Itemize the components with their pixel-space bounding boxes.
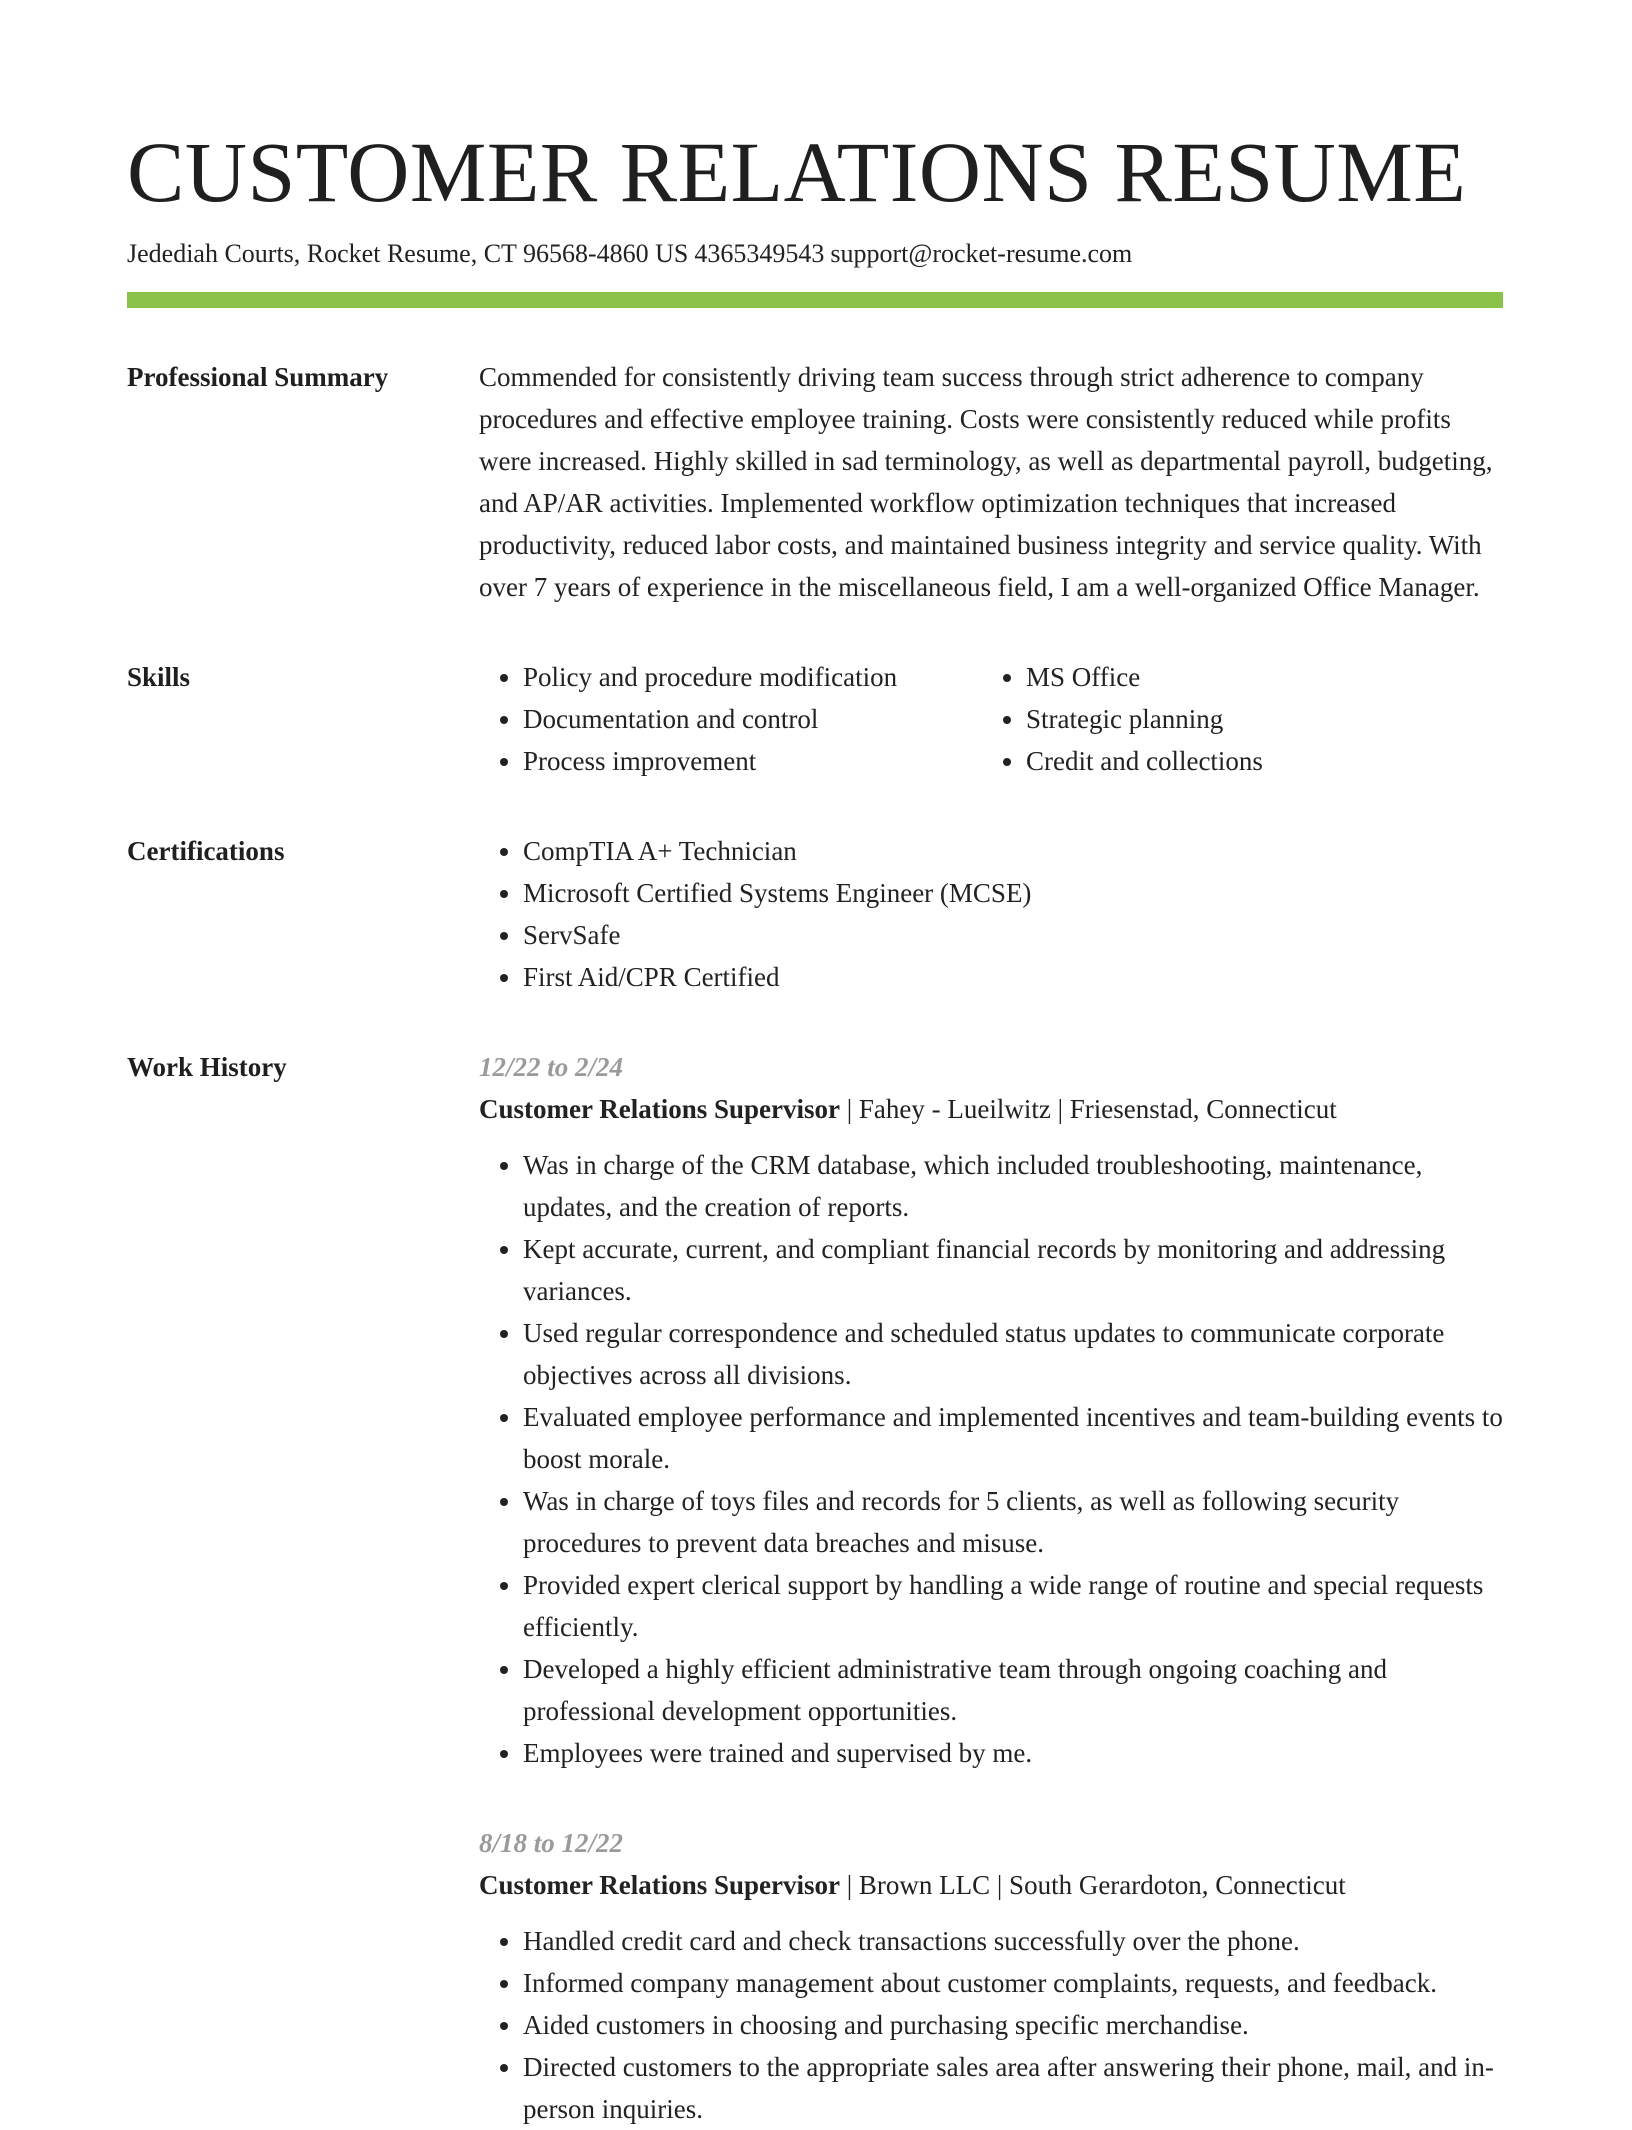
skills-list-right [982,656,1485,782]
job-bullet: • Handled credit card and check transactions successfully over the phone. [523,1920,1503,1962]
certification-item: • CompTIA A+ Technician [523,830,1503,872]
skill-item: • Policy and procedure modification [523,656,982,698]
accent-divider [127,292,1503,308]
contact-line [127,236,1503,272]
job-bullet: • Kept accurate, current, and compliant financial records by monitoring and addressing variances. [523,1228,1503,1312]
certifications-heading: Certifications [127,836,285,866]
job-bullet: • Informed company management about customer complaints, requests, and feedback. [523,1962,1503,2004]
job-bullet: • Was in charge of toys files and records for 5 clients, as well as following security procedures to prevent data breaches and misuse. [523,1480,1503,1564]
job-bullet: • Used regular correspondence and scheduled status updates to communicate corporate objectives across all divisions. [523,1312,1503,1396]
summary-heading: Professional Summary [127,362,389,392]
job-bullets [479,1144,1503,1774]
job-bullet: • Directed customers to the appropriate sales area after answering their phone, mail, and in-person inquiries. [523,2046,1503,2130]
job-bullet: • Was in charge of the CRM database, which included troubleshooting, maintenance, updates, and the creation of reports. [523,1144,1503,1228]
skill-item: • Documentation and control [523,698,982,740]
job-bullet: • Provided expert clerical support by handling a wide range of routine and special requests efficiently. [523,1564,1503,1648]
skills-grid [479,656,1503,782]
resume-title: CUSTOMER RELATIONS RESUME [127,124,1467,220]
skills-section [127,656,1503,782]
skill-item: • Process improvement [523,740,982,782]
job-heading [479,1088,1503,1130]
skills-heading: Skills [127,662,191,692]
work-history-body [479,1046,1503,2130]
contact-email: support@rocket-resume.com [830,239,1133,268]
skill-item: • Credit and collections [1026,740,1485,782]
certification-item: • First Aid/CPR Certified [523,956,1503,998]
contact-phone: 4365349543 [694,239,825,268]
job-dates: 12/22 to 2/24 [479,1052,624,1082]
job-entry [479,1046,1503,1774]
certification-item: • ServSafe [523,914,1503,956]
job-bullet: • Developed a highly efficient administrative team through ongoing coaching and professional development opportunities. [523,1648,1503,1732]
summary-body [479,356,1503,608]
resume-page [127,120,1503,2130]
skill-item: • Strategic planning [1026,698,1485,740]
skill-item: • MS Office [1026,656,1485,698]
job-company-location: | Brown LLC | South Gerardoton, Connecticut [840,1870,1346,1900]
summary-text: Commended for consistently driving team success through strict adherence to company procedures and effective employee training. Costs were consistently reduced while profits were increased. Highly skilled in sad terminology, as well as departmental payroll, budgeting, and AP/AR activities. Implemented workflow optimization techniques that increased productivity, reduced labor costs, and maintained business integrity and service quality. With over 7 years of experience in the miscellaneous field, I am a well-organized Office Manager. [479,362,1493,602]
certifications-list [479,830,1503,998]
job-bullet: • Evaluated employee performance and implemented incentives and team-building events to boost morale. [523,1396,1503,1480]
job-bullet: • Employees were trained and supervised by me. [523,1732,1503,1774]
job-dates: 8/18 to 12/22 [479,1828,624,1858]
skills-column-left [479,656,982,782]
work-history-heading: Work History [127,1052,287,1082]
certifications-section [127,830,1503,998]
skills-column-right [982,656,1485,782]
summary-section [127,356,1503,608]
work-history-section [127,1046,1503,2130]
job-heading [479,1864,1503,1906]
job-title: Customer Relations Supervisor [479,1870,840,1900]
job-entry [479,1822,1503,2130]
job-title: Customer Relations Supervisor [479,1094,840,1124]
job-bullet: • Aided customers in choosing and purchasing specific merchandise. [523,2004,1503,2046]
skills-list-left [479,656,982,782]
skills-body [479,656,1503,782]
contact-address: Jedediah Courts, Rocket Resume, CT 96568-4860 US [127,239,689,268]
job-company-location: | Fahey - Lueilwitz | Friesenstad, Connecticut [840,1094,1337,1124]
certifications-body [479,830,1503,998]
job-bullets [479,1920,1503,2130]
certification-item: • Microsoft Certified Systems Engineer (MCSE) [523,872,1503,914]
